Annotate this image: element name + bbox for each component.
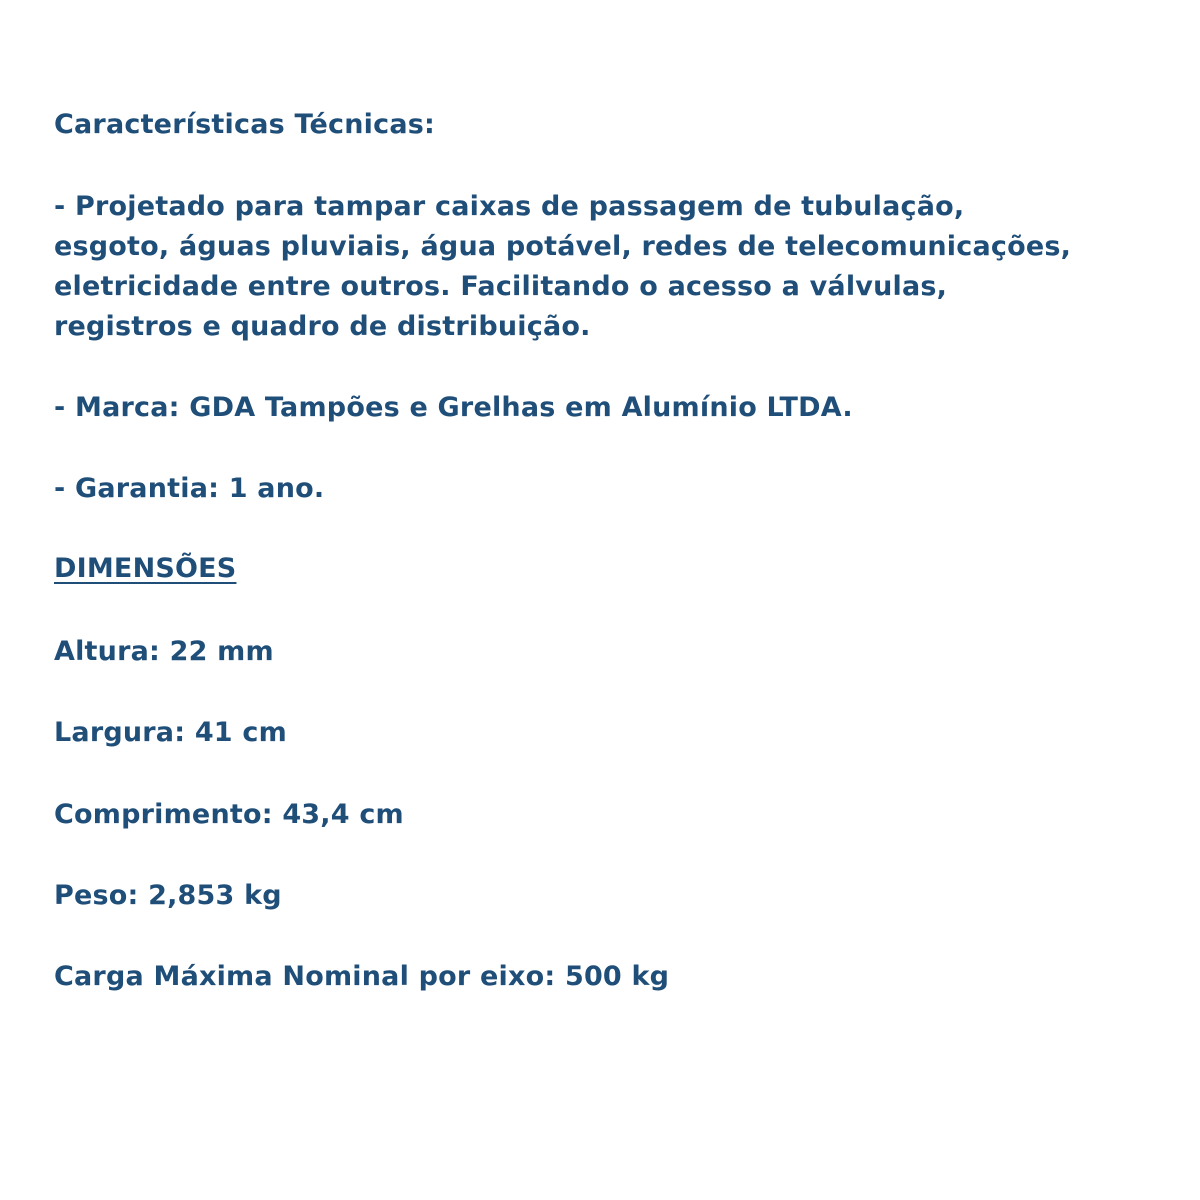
description-line-4: registros e quadro de distribuição. [54,311,591,342]
dimension-weight: Peso: 2,853 kg [54,880,282,911]
dimension-width: Largura: 41 cm [54,717,287,748]
brand-line: - Marca: GDA Tampões e Grelhas em Alumínio LTDA. [54,392,853,423]
dimensions-heading: DIMENSÕES [54,553,237,584]
section-title: Características Técnicas: [54,109,436,140]
description-line-2: esgoto, águas pluviais, água potável, redes de telecomunicações, [54,231,1072,262]
description-line-1: - Projetado para tampar caixas de passagem de tubulação, [54,191,965,222]
warranty-line: - Garantia: 1 ano. [54,473,325,504]
dimension-height: Altura: 22 mm [54,636,274,667]
dimension-length: Comprimento: 43,4 cm [54,799,404,830]
dimension-max-load: Carga Máxima Nominal por eixo: 500 kg [54,961,670,992]
description-line-3: eletricidade entre outros. Facilitando o acesso a válvulas, [54,271,948,302]
